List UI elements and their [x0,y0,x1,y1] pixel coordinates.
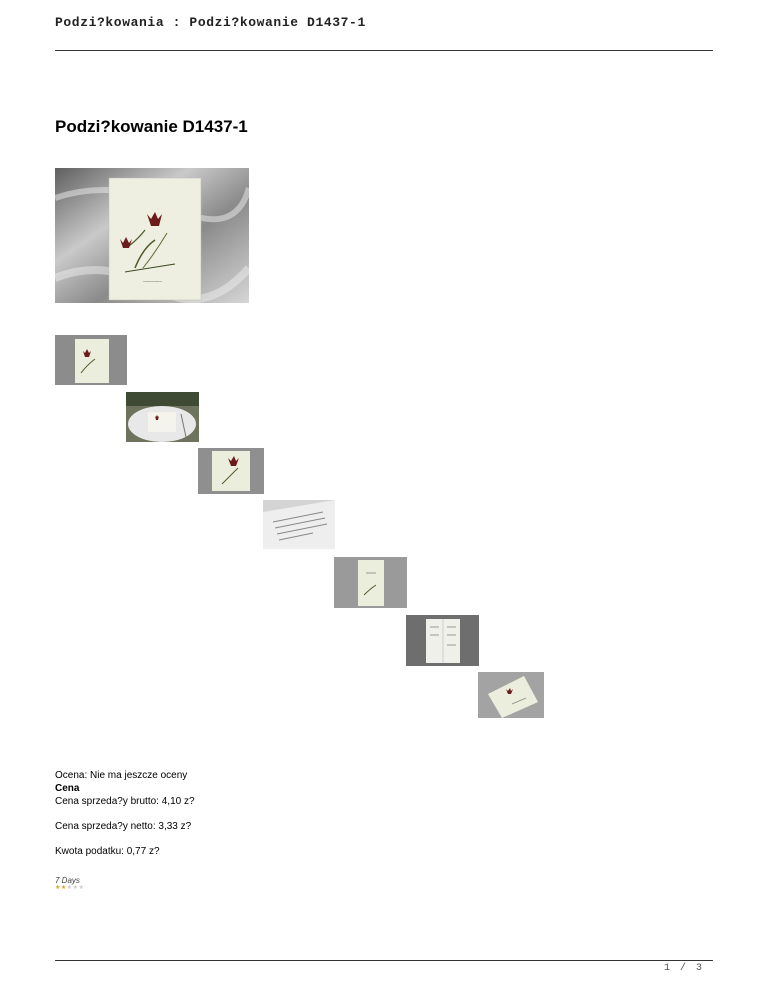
rating-text: Ocena: Nie ma jeszcze oceny [55,770,188,781]
star-icon: ★ [72,885,79,891]
price-heading: Cena [55,783,80,794]
thumbnail-image[interactable] [406,615,479,666]
star-icon: ★ [55,885,61,891]
thumbnail-image[interactable] [126,392,199,442]
svg-text:~~~~~~~: ~~~~~~~ [143,280,162,285]
delivery-badge: 7 Days [55,876,80,885]
thumbnail-image[interactable] [478,672,544,718]
rating-stars [55,884,84,891]
page-number: 1 / 3 [664,963,705,974]
net-price: Cena sprzeda?y netto: 3,33 z? [55,821,192,832]
price-info [55,769,195,858]
product-title: Podzi?kowanie D1437-1 [55,117,248,136]
gross-price: Cena sprzeda?y brutto: 4,10 z? [55,796,195,807]
main-product-image[interactable] [55,168,249,303]
thumbnail-image[interactable] [334,557,407,608]
thumbnail-image[interactable] [263,500,335,549]
star-icon: ★ [60,885,67,891]
header-divider [55,50,713,51]
thumbnail-image[interactable] [55,335,127,385]
tax-amount: Kwota podatku: 0,77 z? [55,846,160,857]
star-icon: ★ [78,885,85,891]
thumbnail-image[interactable] [198,448,264,494]
star-icon: ★ [66,885,73,891]
page-header-title: Podzi?kowania : Podzi?kowanie D1437-1 [55,15,366,30]
footer-divider [55,960,713,961]
